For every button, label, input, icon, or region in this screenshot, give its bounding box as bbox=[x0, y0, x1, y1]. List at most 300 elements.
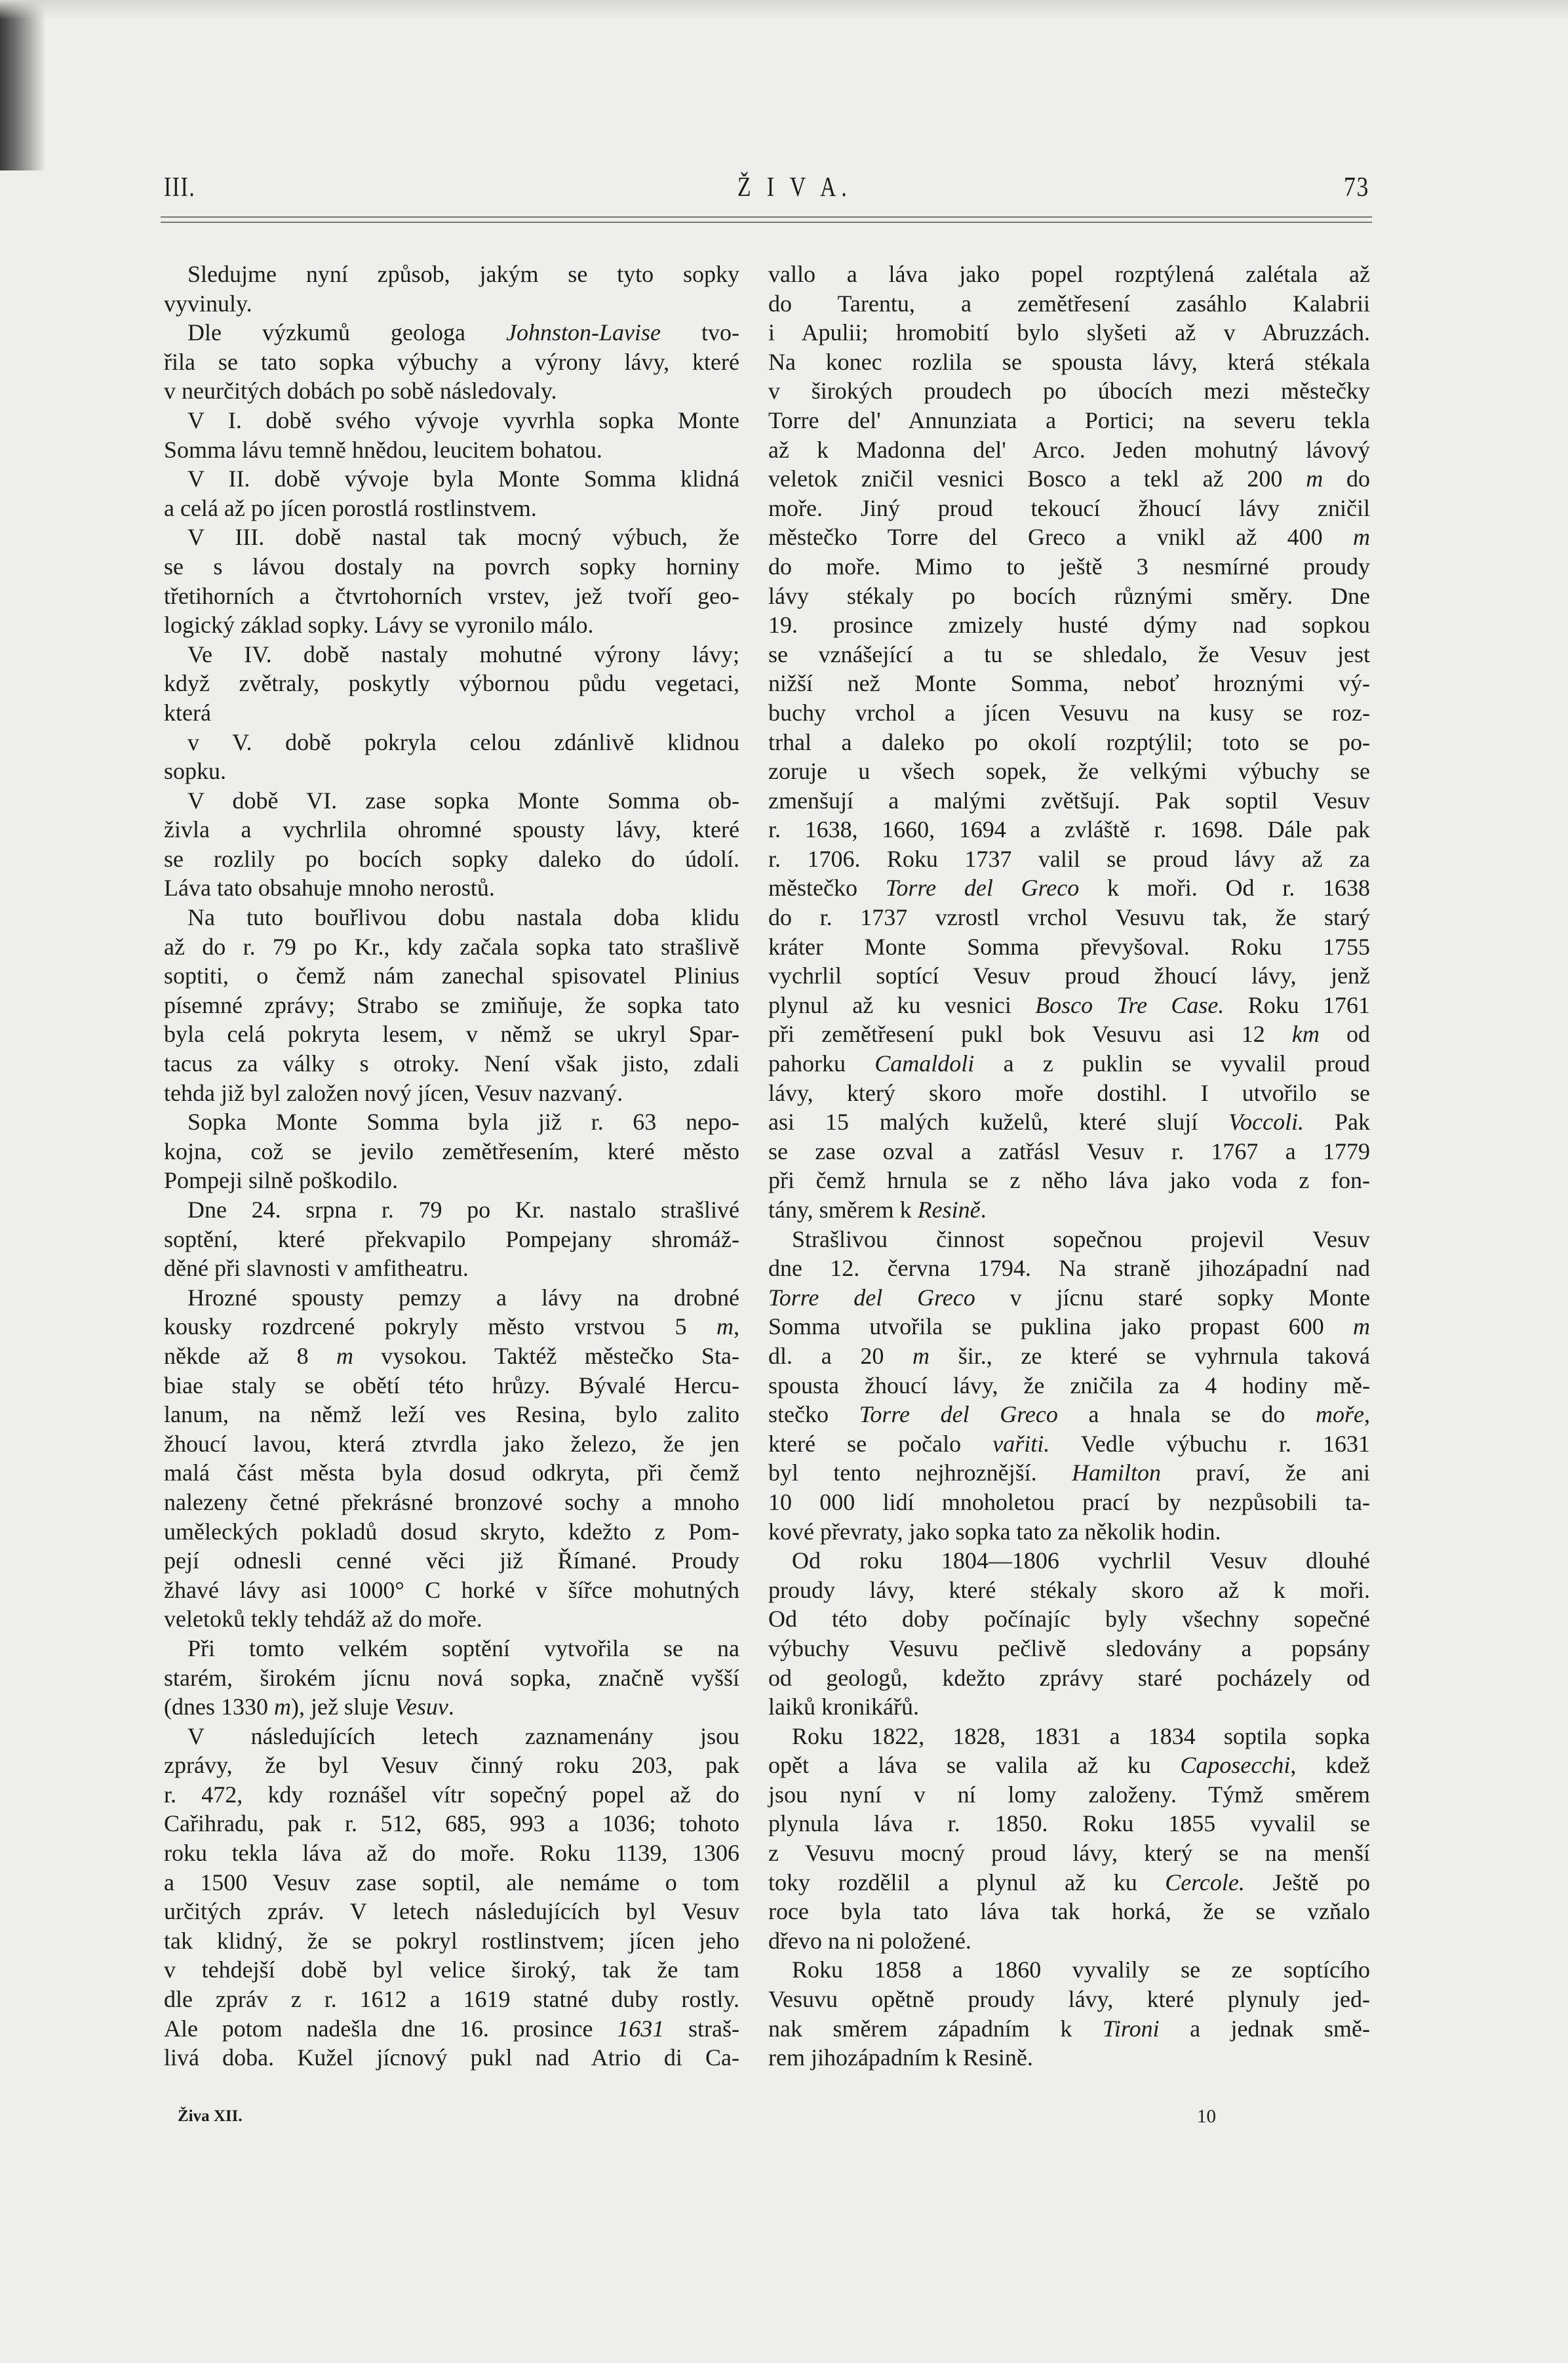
text-run: která bbox=[164, 699, 211, 726]
paragraph bbox=[164, 1107, 739, 1195]
text-run: veletoků tekly tehdáž až do moře. bbox=[164, 1606, 482, 1633]
text-run: , bbox=[734, 1313, 739, 1340]
text-line bbox=[768, 1955, 1370, 1985]
italic-text: Bosco Tre Case. bbox=[1035, 991, 1225, 1018]
text-line bbox=[768, 1722, 1370, 1751]
text-run: Pak bbox=[1304, 1109, 1371, 1136]
text-line bbox=[768, 903, 1370, 932]
paragraph bbox=[164, 1283, 739, 1634]
text-line bbox=[768, 260, 1370, 289]
italic-text: m bbox=[1353, 1313, 1370, 1340]
text-line bbox=[164, 318, 739, 348]
text-line bbox=[768, 844, 1370, 874]
paragraph bbox=[164, 903, 739, 1107]
text-run: V II. době vývoje byla Monte Somma klidná bbox=[187, 466, 739, 492]
text-run: tvo- bbox=[660, 319, 739, 346]
text-run: , bbox=[1363, 1401, 1370, 1428]
text-run: vychrlil soptící Vesuv proud žhoucí lávy, jenž bbox=[768, 963, 1370, 989]
text-run: r. 1706. Roku 1737 valil se proud lávy až za bbox=[768, 845, 1370, 872]
text-line bbox=[164, 1897, 739, 1926]
text-line bbox=[768, 932, 1370, 962]
text-run: do bbox=[1323, 466, 1371, 492]
text-run: soptění, které překvapilo Pompejany shromáž- bbox=[164, 1225, 739, 1252]
text-run: živla a vychrlila ohromné spousty lávy, které bbox=[164, 816, 739, 843]
text-line bbox=[164, 640, 739, 669]
text-run: pejí odnesli cenné věci již Římané. Proudy bbox=[164, 1547, 739, 1574]
paragraph bbox=[164, 318, 739, 406]
italic-text: Tironi bbox=[1102, 2015, 1160, 2042]
volume-number: III. bbox=[164, 172, 196, 203]
text-run: Roku 1858 a 1860 vyvalily se ze soptícího bbox=[792, 1956, 1370, 1983]
text-run: i Apulii; hromobití bylo slyšeti až v Abruzzách. bbox=[768, 319, 1370, 346]
text-line bbox=[768, 1692, 1370, 1722]
text-run: z Vesuvu mocný proud lávy, který se na menší bbox=[768, 1840, 1370, 1867]
text-line bbox=[164, 2043, 739, 2073]
text-run: a celá až po jícen porostlá rostlinstvem. bbox=[164, 494, 537, 521]
text-line bbox=[768, 1107, 1370, 1137]
text-line bbox=[164, 1926, 739, 1956]
text-run: nalezeny četné překrásné bronzové sochy a mnoho bbox=[164, 1488, 739, 1515]
text-run: lanum, na němž leží ves Resina, bylo zalito bbox=[164, 1401, 739, 1428]
text-line bbox=[164, 1663, 739, 1693]
text-run: a jednak smě- bbox=[1159, 2015, 1370, 2042]
text-line bbox=[768, 494, 1370, 523]
text-run: kojna, což se jevilo zemětřesením, které město bbox=[164, 1138, 739, 1164]
text-run: jsou nyní v ní lomy založeny. Týmž směrem bbox=[768, 1781, 1370, 1808]
text-run: trhal a daleko po okolí rozptýlil; toto se po- bbox=[768, 728, 1370, 755]
text-line bbox=[768, 1371, 1370, 1400]
text-line bbox=[768, 1020, 1370, 1049]
text-run: se zase ozval a zatřásl Vesuv r. 1767 a 1779 bbox=[768, 1138, 1370, 1164]
text-run: Při tomto velkém soptění vytvořila se na bbox=[187, 1635, 739, 1661]
text-line bbox=[164, 1722, 739, 1751]
text-line bbox=[164, 844, 739, 874]
text-line bbox=[768, 1604, 1370, 1634]
text-run: byl tento nejhroznější. bbox=[768, 1460, 1072, 1486]
italic-text: Hamilton bbox=[1072, 1460, 1162, 1486]
text-line bbox=[164, 1751, 739, 1780]
text-run: spousta žhoucí lávy, že zničila za 4 hodiny mě- bbox=[768, 1372, 1370, 1399]
text-line bbox=[768, 669, 1370, 698]
text-line bbox=[164, 1225, 739, 1254]
text-run: kové převraty, jako sopka tato za několik hodin. bbox=[768, 1518, 1221, 1545]
text-run: stečko bbox=[768, 1401, 859, 1428]
journal-title: Ž I V A. bbox=[737, 172, 852, 203]
text-run: od bbox=[1319, 1021, 1371, 1048]
text-line bbox=[768, 348, 1370, 377]
text-run: Roku 1822, 1828, 1831 a 1834 soptila sopka bbox=[792, 1722, 1370, 1749]
text-line bbox=[768, 1868, 1370, 1897]
text-run: v V. době pokryla celou zdánlivě klidnou bbox=[187, 728, 739, 755]
text-line bbox=[768, 1838, 1370, 1868]
text-run: rem jihozápadním k Resině. bbox=[768, 2044, 1033, 2071]
text-line bbox=[768, 289, 1370, 319]
text-run: šir., ze které se vyhrnula taková bbox=[930, 1342, 1370, 1369]
text-line bbox=[164, 582, 739, 611]
text-line bbox=[768, 815, 1370, 844]
text-run: v neurčitých dobách po sobě následovaly. bbox=[164, 378, 557, 405]
text-line bbox=[768, 1225, 1370, 1254]
text-run: žhoucí lavou, která ztvrdla jako železo, že jen bbox=[164, 1430, 739, 1457]
text-run: dřevo na ni položené. bbox=[768, 1927, 971, 1954]
text-line bbox=[768, 1166, 1370, 1195]
paragraph bbox=[164, 406, 739, 464]
text-line bbox=[768, 1985, 1370, 2014]
paragraph bbox=[164, 640, 739, 728]
text-run: roku tekla láva až do moře. Roku 1139, 1306 bbox=[164, 1840, 739, 1867]
text-line bbox=[164, 1604, 739, 1634]
text-run: moře. Jiný proud tekoucí žhoucí lávy zničil bbox=[768, 494, 1370, 521]
text-line bbox=[768, 991, 1370, 1020]
text-line bbox=[768, 1926, 1370, 1956]
text-line bbox=[768, 464, 1370, 494]
text-run: . bbox=[980, 1197, 987, 1223]
italic-text: km bbox=[1291, 1021, 1320, 1048]
italic-text: Caposecchi bbox=[1180, 1752, 1291, 1779]
text-run: až do r. 79 po Kr., kdy začala sopka tato strašlivě bbox=[164, 933, 739, 960]
text-line bbox=[768, 1079, 1370, 1108]
text-run: Somma lávu temně hnědou, leucitem bohatou. bbox=[164, 436, 602, 463]
text-run: starém, širokém jícnu nová sopka, značně vyšší bbox=[164, 1664, 739, 1691]
paragraph bbox=[164, 260, 739, 318]
paragraph bbox=[768, 1225, 1370, 1547]
text-line bbox=[164, 728, 739, 757]
text-column-right bbox=[768, 260, 1370, 2073]
paragraph bbox=[164, 1722, 739, 2073]
text-line bbox=[768, 1897, 1370, 1926]
text-run: městečko bbox=[768, 875, 886, 902]
text-line bbox=[768, 1634, 1370, 1663]
text-line bbox=[164, 1576, 739, 1605]
text-run: se rozlily po bocích sopky daleko do údolí. bbox=[164, 845, 739, 872]
scan-edge-shadow bbox=[0, 0, 46, 170]
text-run: opět a láva se valila až ku bbox=[768, 1752, 1181, 1779]
text-run: malá část města byla dosud odkryta, při čemž bbox=[164, 1460, 739, 1486]
text-run: při čemž hrnula se z něho láva jako voda z fon- bbox=[768, 1167, 1370, 1194]
text-run: kráter Monte Somma převyšoval. Roku 1755 bbox=[768, 933, 1370, 960]
text-line bbox=[768, 1049, 1370, 1079]
italic-text: m bbox=[912, 1342, 930, 1369]
text-line bbox=[164, 815, 739, 844]
text-line bbox=[164, 1868, 739, 1897]
italic-text: Cercole. bbox=[1165, 1869, 1245, 1896]
text-line bbox=[768, 1137, 1370, 1166]
text-run: pahorku bbox=[768, 1050, 875, 1077]
text-run: V následujících letech zaznamenány jsou bbox=[187, 1722, 739, 1749]
text-run: Strašlivou činnost sopečnou projevil Vesuv bbox=[792, 1225, 1370, 1252]
italic-text: Resině bbox=[917, 1197, 981, 1223]
text-line bbox=[164, 1488, 739, 1517]
text-line bbox=[164, 1107, 739, 1137]
text-run: k moři. Od r. 1638 bbox=[1079, 875, 1370, 902]
text-line bbox=[164, 1838, 739, 1868]
text-line bbox=[164, 669, 739, 698]
text-run: lávy, který skoro moře dostihl. I utvořilo se bbox=[768, 1079, 1370, 1106]
text-run: děné při slavnosti v amfitheatru. bbox=[164, 1255, 469, 1282]
text-line bbox=[768, 1341, 1370, 1371]
text-run: soptiti, o čemž nám zanechal spisovatel Plinius bbox=[164, 963, 739, 989]
text-run: a z puklin se vyvalil proud bbox=[974, 1050, 1371, 1077]
signature-mark: Živa XII. bbox=[178, 2107, 243, 2125]
text-run: písemné zprávy; Strabo se zmiňuje, že sopka tato bbox=[164, 991, 739, 1018]
text-run: Ještě po bbox=[1244, 1869, 1370, 1896]
text-line bbox=[768, 1400, 1370, 1429]
text-line bbox=[164, 523, 739, 552]
text-run: se s lávou dostaly na povrch sopky horniny bbox=[164, 553, 739, 580]
text-run: straš- bbox=[664, 2015, 739, 2042]
text-line bbox=[768, 2043, 1370, 2073]
text-line bbox=[164, 1312, 739, 1341]
text-line bbox=[164, 1546, 739, 1576]
italic-text: Johnston-Lavise bbox=[506, 319, 661, 346]
text-run: do r. 1737 vzrostl vrchol Vesuvu tak, že starý bbox=[768, 904, 1370, 931]
text-line bbox=[164, 1809, 739, 1838]
text-line bbox=[164, 1049, 739, 1079]
text-run: zoruje u všech sopek, že velkými výbuchy se bbox=[768, 758, 1370, 785]
text-run: řila se tato sopka výbuchy a výrony lávy, které bbox=[164, 348, 739, 375]
text-line bbox=[768, 2014, 1370, 2044]
italic-text: 1631 bbox=[617, 2015, 665, 2042]
text-run: až k Madonna del' Arco. Jeden mohutný lávový bbox=[768, 436, 1370, 463]
text-line bbox=[164, 435, 739, 465]
text-run: vallo a láva jako popel rozptýlená zalétala až bbox=[768, 261, 1370, 287]
text-line bbox=[164, 1400, 739, 1429]
italic-text: Voccoli. bbox=[1228, 1109, 1304, 1136]
sheet-number: 10 bbox=[1197, 2106, 1216, 2127]
text-line bbox=[164, 698, 739, 728]
paragraph bbox=[768, 1955, 1370, 2072]
text-line bbox=[164, 260, 739, 289]
text-line bbox=[164, 757, 739, 786]
text-run: lávy stékaly po bocích různými směry. Dne bbox=[768, 582, 1370, 609]
text-line bbox=[768, 1429, 1370, 1459]
text-line bbox=[768, 961, 1370, 991]
text-line bbox=[768, 318, 1370, 348]
text-run: byla celá pokryta lesem, v němž se ukryl Spar- bbox=[164, 1021, 739, 1048]
text-run: Ale potom nadešla dne 16. prosince bbox=[164, 2015, 617, 2042]
text-line bbox=[768, 1488, 1370, 1517]
text-run: někde až 8 bbox=[164, 1342, 336, 1369]
text-line bbox=[164, 1254, 739, 1283]
text-line bbox=[768, 728, 1370, 757]
text-line bbox=[768, 523, 1370, 552]
text-line bbox=[768, 698, 1370, 728]
paragraph bbox=[164, 1634, 739, 1722]
text-run: tány, směrem k bbox=[768, 1197, 918, 1223]
text-line bbox=[768, 552, 1370, 582]
text-line bbox=[164, 494, 739, 523]
header-rule bbox=[161, 216, 1372, 218]
text-line bbox=[164, 873, 739, 903]
header-rule bbox=[161, 222, 1372, 223]
text-run: sopku. bbox=[164, 758, 227, 785]
text-run: . bbox=[448, 1694, 454, 1720]
text-line bbox=[768, 582, 1370, 611]
text-run: asi 15 malých kuželů, které slují bbox=[768, 1109, 1229, 1136]
scan-top-shadow bbox=[0, 0, 1568, 20]
text-run: od geologů, kdežto zprávy staré pocházely od bbox=[768, 1664, 1370, 1691]
text-line bbox=[164, 1079, 739, 1108]
paragraph bbox=[164, 728, 739, 786]
text-run: Vesuvu opětně proudy lávy, které plynuly jed- bbox=[768, 1986, 1370, 2013]
text-run: tehda již byl založen nový jícen, Vesuv nazvaný. bbox=[164, 1079, 623, 1106]
text-line bbox=[768, 1283, 1370, 1313]
paragraph bbox=[768, 260, 1370, 1225]
text-line bbox=[164, 991, 739, 1020]
text-line bbox=[768, 1254, 1370, 1283]
text-line bbox=[768, 435, 1370, 465]
text-line bbox=[164, 464, 739, 494]
text-run: v jícnu staré sopky Monte bbox=[975, 1284, 1370, 1311]
text-line bbox=[164, 348, 739, 377]
paragraph bbox=[164, 523, 739, 639]
text-run: v širokých proudech po úbocích mezi městečky bbox=[768, 378, 1370, 405]
text-line bbox=[164, 1020, 739, 1049]
text-run: Sledujme nyní způsob, jakým se tyto sopky bbox=[187, 261, 739, 287]
text-run: logický základ sopky. Lávy se vyronilo málo. bbox=[164, 612, 594, 639]
italic-text: m bbox=[1306, 466, 1323, 492]
paragraph bbox=[768, 1722, 1370, 1956]
text-run: které se počalo bbox=[768, 1430, 993, 1457]
text-line bbox=[768, 1517, 1370, 1547]
text-line bbox=[164, 961, 739, 991]
text-line bbox=[164, 1780, 739, 1810]
text-run: , kdež bbox=[1290, 1752, 1370, 1779]
text-line bbox=[164, 406, 739, 435]
italic-text: m bbox=[336, 1342, 353, 1369]
text-line bbox=[768, 1663, 1370, 1693]
text-line bbox=[164, 903, 739, 932]
text-run: Na konec rozlila se spousta lávy, která stékala bbox=[768, 348, 1370, 375]
text-line bbox=[164, 1371, 739, 1400]
text-run: veletok zničil vesnici Bosco a tekl až 200 bbox=[768, 466, 1306, 492]
text-run: výbuchy Vesuvu pečlivě sledovány a popsány bbox=[768, 1635, 1370, 1661]
text-run: Pompeji silně poškodilo. bbox=[164, 1167, 399, 1194]
text-line bbox=[768, 1195, 1370, 1225]
text-run: tak klidný, že se pokryl rostlinstvem; jícen jeho bbox=[164, 1927, 739, 1954]
text-run: dle zpráv z r. 1612 a 1619 statné duby rostly. bbox=[164, 1986, 739, 2013]
text-run: zmenšují a malými zvětšují. Pak soptil Vesuv bbox=[768, 787, 1370, 814]
text-run: třetihorních a čtvrtohorních vrstev, jež tvoří geo- bbox=[164, 582, 739, 609]
text-run: V době VI. zase sopka Monte Somma ob- bbox=[187, 787, 739, 814]
text-line bbox=[164, 1429, 739, 1459]
text-line bbox=[164, 1985, 739, 2014]
italic-text: m bbox=[1353, 524, 1370, 551]
text-run: Somma utvořila se puklina jako propast 600 bbox=[768, 1313, 1353, 1340]
text-run: Ve IV. době nastaly mohutné výrony lávy; bbox=[187, 641, 739, 667]
text-run: nak směrem západním k bbox=[768, 2015, 1103, 2042]
text-run: vysokou. Taktéž městečko Sta- bbox=[353, 1342, 739, 1369]
text-run: proudy lávy, které stékaly skoro až k moři. bbox=[768, 1576, 1370, 1603]
text-line bbox=[164, 932, 739, 962]
text-run: dne 12. června 1794. Na straně jihozápadní nad bbox=[768, 1255, 1370, 1282]
text-run: biae staly se obětí této hrůzy. Bývalé Hercu- bbox=[164, 1372, 739, 1399]
italic-text: Torre del Greco bbox=[768, 1284, 975, 1311]
text-run: Dne 24. srpna r. 79 po Kr. nastalo strašlivé bbox=[187, 1197, 739, 1223]
text-run: Cařihradu, pak r. 512, 685, 993 a 1036; tohoto bbox=[164, 1810, 739, 1837]
text-run: ), jež sluje bbox=[290, 1694, 395, 1720]
text-run: toky rozdělil a plynul až ku bbox=[768, 1869, 1166, 1896]
text-run: se vznášející a tu se shledalo, že Vesuv jest bbox=[768, 641, 1370, 667]
text-run: 10 000 lidí mnoholetou prací by nezpůsobili ta- bbox=[768, 1488, 1370, 1515]
paragraph bbox=[164, 1195, 739, 1283]
text-line bbox=[768, 786, 1370, 816]
text-line bbox=[768, 640, 1370, 669]
text-line bbox=[768, 376, 1370, 406]
text-run: buchy vrchol a jícen Vesuvu na kusy se roz- bbox=[768, 699, 1370, 726]
text-line bbox=[164, 1517, 739, 1547]
text-line bbox=[164, 1955, 739, 1985]
text-run: vyvinuly. bbox=[164, 290, 252, 317]
text-line bbox=[164, 552, 739, 582]
text-line bbox=[164, 1458, 739, 1488]
text-run: nižší než Monte Somma, neboť hroznými vý- bbox=[768, 670, 1370, 697]
text-run: Od této doby počínajíc byly všechny sopečné bbox=[768, 1606, 1370, 1633]
text-run: při zemětřesení pukl bok Vesuvu asi 12 bbox=[768, 1021, 1292, 1048]
text-line bbox=[164, 1283, 739, 1313]
text-run: městečko Torre del Greco a vnikl až 400 bbox=[768, 524, 1353, 551]
italic-text: moře bbox=[1315, 1401, 1364, 1428]
text-run: praví, že ani bbox=[1161, 1460, 1370, 1486]
text-run: a 1500 Vesuv zase soptil, ale nemáme o tom bbox=[164, 1869, 739, 1896]
text-run: Dle výzkumů geologa bbox=[187, 319, 506, 346]
text-line bbox=[768, 1780, 1370, 1810]
text-line bbox=[164, 610, 739, 640]
text-line bbox=[164, 1341, 739, 1371]
text-line bbox=[164, 786, 739, 816]
text-run: kousky rozdrcené pokryly město vrstvou 5 bbox=[164, 1313, 716, 1340]
text-line bbox=[768, 757, 1370, 786]
italic-text: m bbox=[273, 1694, 291, 1720]
text-column-left bbox=[164, 260, 739, 2073]
text-run: když zvětraly, poskytly výbornou půdu vegetaci, bbox=[164, 670, 739, 697]
text-run: zprávy, že byl Vesuv činný roku 203, pak bbox=[164, 1752, 739, 1779]
paragraph bbox=[768, 1546, 1370, 1722]
text-run: Láva tato obsahuje mnoho nerostů. bbox=[164, 875, 495, 902]
text-line bbox=[768, 1751, 1370, 1780]
text-run: plynula láva r. 1850. Roku 1855 vyvalil se bbox=[768, 1810, 1370, 1837]
text-line bbox=[164, 2014, 739, 2044]
text-line bbox=[768, 1458, 1370, 1488]
text-run: (dnes 1330 bbox=[164, 1694, 274, 1720]
text-line bbox=[768, 1546, 1370, 1576]
text-run: r. 472, kdy roznášel vítr sopečný popel až do bbox=[164, 1781, 739, 1808]
italic-text: vařiti. bbox=[992, 1430, 1050, 1457]
text-run: plynul až ku vesnici bbox=[768, 991, 1036, 1018]
text-run: r. 1638, 1660, 1694 a zvláště r. 1698. Dále pak bbox=[768, 816, 1370, 843]
text-run: Vedle výbuchu r. 1631 bbox=[1049, 1430, 1371, 1457]
text-run: určitých zpráv. V letech následujících byl Vesuv bbox=[164, 1898, 739, 1925]
text-line bbox=[164, 1137, 739, 1166]
text-line bbox=[164, 376, 739, 406]
text-run: a hnala se do bbox=[1057, 1401, 1316, 1428]
text-line bbox=[164, 1195, 739, 1225]
text-run: v tehdejší době byl velice široký, tak že tam bbox=[164, 1956, 739, 1983]
text-run: V I. době svého vývoje vyvrhla sopka Monte bbox=[187, 407, 739, 433]
text-run: Sopka Monte Somma byla již r. 63 nepo- bbox=[187, 1109, 739, 1136]
italic-text: m bbox=[716, 1313, 734, 1340]
italic-text: Camaldoli bbox=[874, 1050, 975, 1077]
text-line bbox=[164, 289, 739, 319]
text-run: tacus za války s otroky. Není však jisto, zdali bbox=[164, 1050, 739, 1077]
text-line bbox=[768, 873, 1370, 903]
italic-text: Torre del Greco bbox=[859, 1401, 1058, 1428]
text-run: žhavé lávy asi 1000° C horké v šířce mohutných bbox=[164, 1576, 739, 1603]
text-run: V III. době nastal tak mocný výbuch, že bbox=[187, 524, 739, 551]
page-number: 73 bbox=[1344, 172, 1370, 203]
italic-text: Torre del Greco bbox=[885, 875, 1080, 902]
text-run: Od roku 1804—1806 vychrlil Vesuv dlouhé bbox=[792, 1547, 1370, 1574]
